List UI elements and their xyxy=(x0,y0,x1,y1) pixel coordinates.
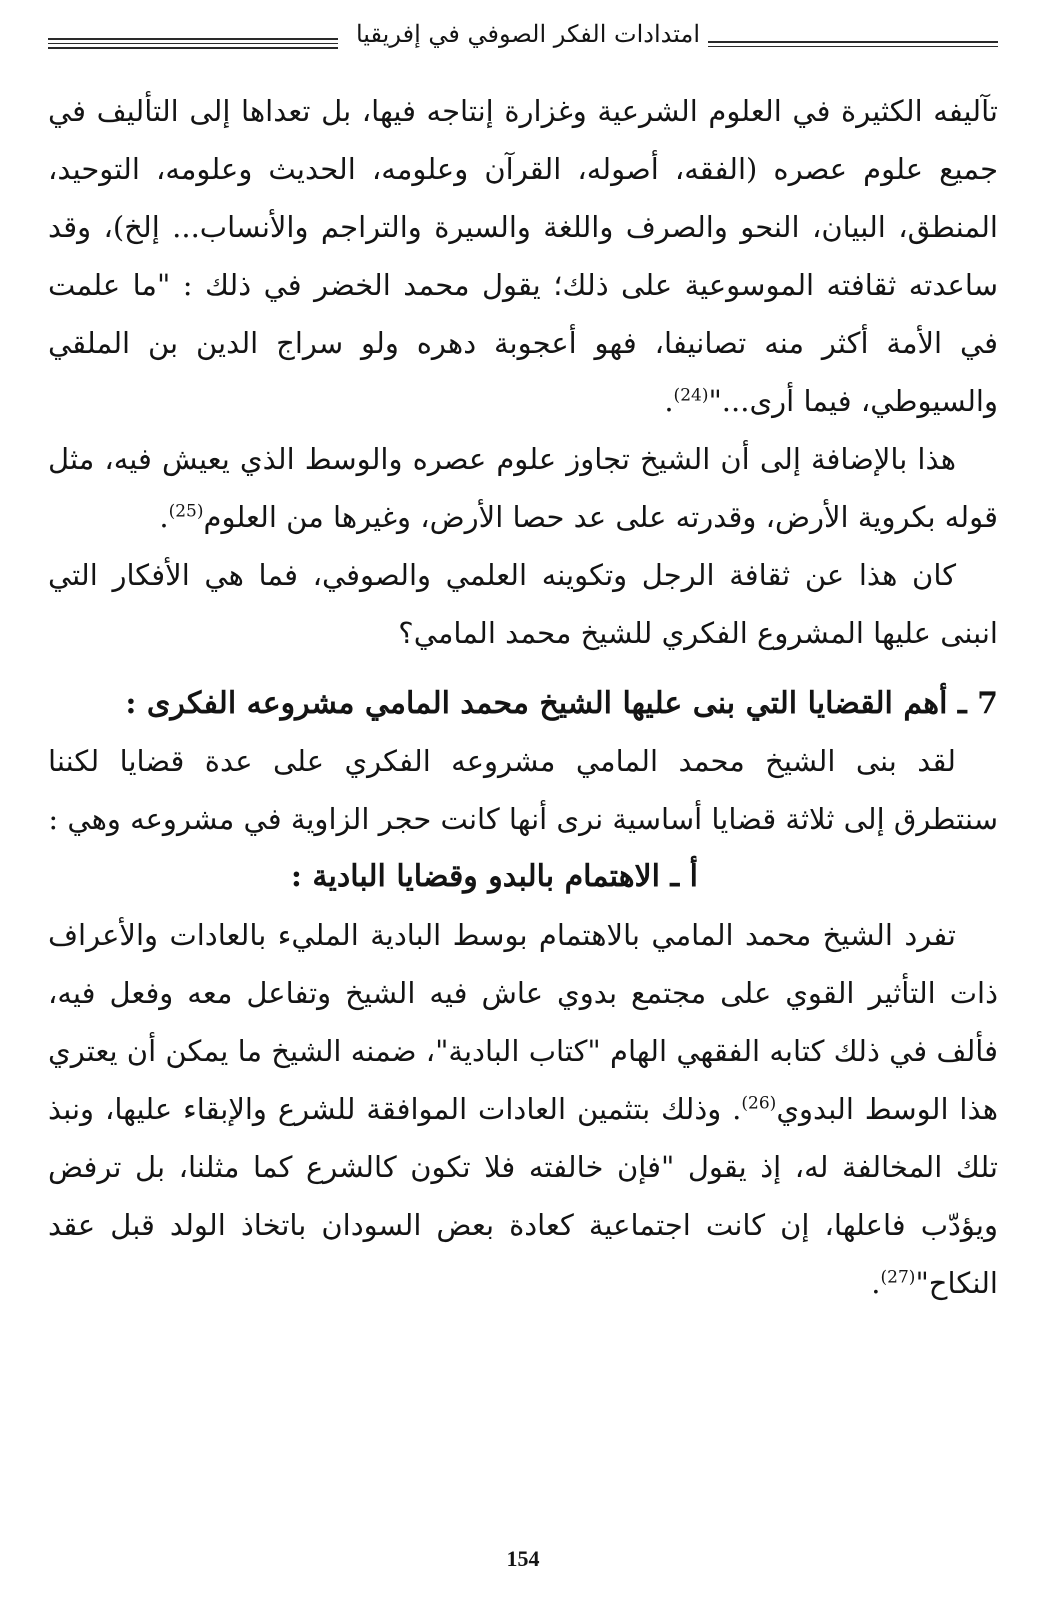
header-rule xyxy=(708,46,998,47)
footnote-ref: (27) xyxy=(880,1267,916,1288)
subsection-heading: أ ـ الاهتمام بالبدو وقضايا البادية : xyxy=(290,859,698,894)
running-header xyxy=(48,14,998,62)
paragraph-text: لقد بنى الشيخ محمد المامي مشروعه الفكري على عدة قضايا لكننا سنتطرق إلى ثلاثة قضايا أساسية نرى أنها كانت حجر الزاوية في مشروعه وهي : xyxy=(48,744,998,836)
header-rule xyxy=(48,47,338,49)
header-rule xyxy=(48,38,338,40)
paragraph xyxy=(48,546,998,662)
paragraph xyxy=(48,732,998,848)
paragraph-text: . وذلك بتثمين العادات الموافقة للشرع والإبقاء عليها، ونبذ تلك المخالفة له، إذ يقول "فإن خالفته فلا تكون كالشرع كما مثلنا، بل ترفض ويؤدّب فاعلها، إن كانت اجتماعية كعادة بعض السودان باتخاذ الولد قبل عقد النكاح" xyxy=(48,1092,998,1300)
paragraph-text: تفرد الشيخ محمد المامي بالاهتمام بوسط البادية المليء بالعادات والأعراف ذات التأثير القوي على مجتمع بدوي عاش فيه الشيخ وتفاعل معه وفعل فيه، فألف في ذلك كتابه الفقهي الهام "كتاب البادية"، ضمنه الشيخ ما يمكن أن يعتري هذا الوسط البدوي xyxy=(48,918,998,1126)
paragraph-text: هذا بالإضافة إلى أن الشيخ تجاوز علوم عصره والوسط الذي يعيش فيه، مثل قوله بكروية الأرض، وقدرته على عد حصا الأرض، وغيرها من العلوم xyxy=(48,442,998,534)
book-page xyxy=(48,14,998,1604)
sentence-end: . xyxy=(871,1266,881,1300)
paragraph-text: تآليفه الكثيرة في العلوم الشرعية وغزارة إنتاجه فيها، بل تعداها إلى التأليف في جميع علوم عصره (الفقه، أصوله، القرآن وعلومه، الحديث وعلومه، التوحيد، المنطق، البيان، النحو والصرف واللغة والسيرة والتراجم والأنساب... إلخ)، وقد ساعدته ثقافته الموسوعية على ذلك؛ يقول محمد الخضر في ذلك : "ما علمت في الأمة أكثر منه تصانيفا، فهو أعجوبة دهره ولو سراج الدين بن الملقي والسيوطي، فيما أرى..." xyxy=(48,94,998,418)
running-header-title: امتدادات الفكر الصوفي في إفريقيا xyxy=(355,20,700,48)
paragraph xyxy=(48,906,998,1312)
footnote-ref: (26) xyxy=(741,1093,777,1114)
header-rule xyxy=(708,41,998,43)
section-heading: 7 ـ أهم القضايا التي بنى عليها الشيخ محمد المامي مشروعه الفكرى : xyxy=(125,686,998,721)
paragraph xyxy=(48,430,998,546)
paragraph-text: كان هذا عن ثقافة الرجل وتكوينه العلمي والصوفي، فما هي الأفكار التي انبنى عليها المشروع الفكري للشيخ محمد المامي؟ xyxy=(48,558,998,650)
footnote-ref: (24) xyxy=(673,385,709,406)
sentence-end: . xyxy=(159,500,169,534)
page-body xyxy=(48,82,998,1312)
header-rule xyxy=(48,43,338,44)
page-number: 154 xyxy=(506,1546,540,1571)
paragraph xyxy=(48,82,998,430)
sentence-end: . xyxy=(664,384,674,418)
footnote-ref: (25) xyxy=(168,501,204,522)
